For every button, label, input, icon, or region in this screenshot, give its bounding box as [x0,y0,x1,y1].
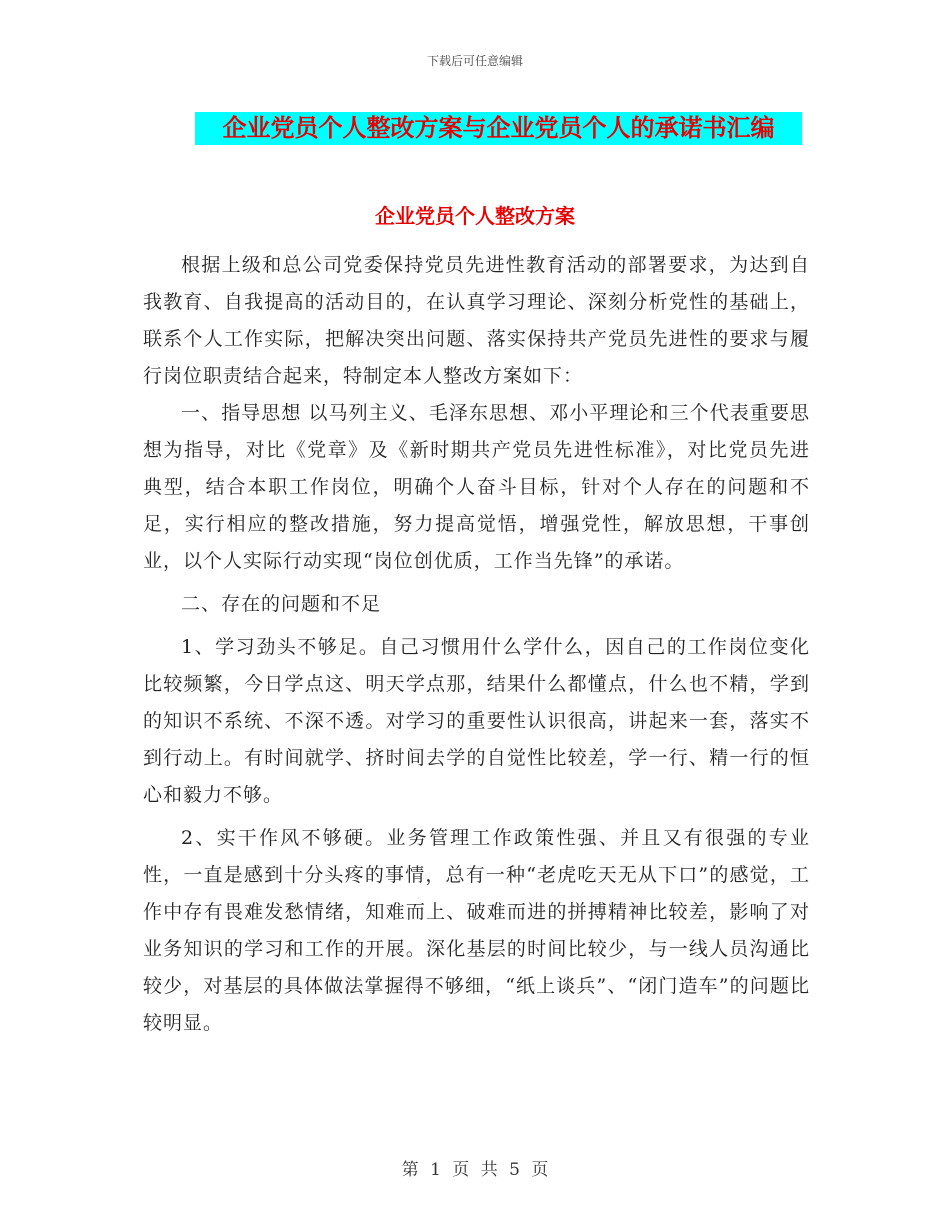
header-note: 下载后可任意编辑 [426,54,523,68]
page-number: 第 1 页 共 5 页 [401,1160,549,1180]
document-title: 企业党员个人整改方案与企业党员个人的承诺书汇编 [195,112,802,145]
paragraph-problem-2: 2、实干作风不够硬。业务管理工作政策性强、并且又有很强的专业性，一直是感到十分头疼的事情，总有一种“老虎吃天无从下口”的感觉，工作中存有畏难发愁情绪，知难而上、破难而进的拼搏精神比较差，影响了对业务知识的学习和工作的开展。深化基层的时间比较少，与一线人员沟通比较少，对基层的具体做法掌握得不够细，“纸上谈兵”、“闭门造车”的问题比较明显。 [143,827,810,1034]
section-title: 企业党员个人整改方案 [375,204,575,228]
paragraph-problems-heading: 二、存在的问题和不足 [181,593,382,615]
paragraph-problem-1: 1、学习劲头不够足。自己习惯用什么学什么，因自己的工作岗位变化比较频繁，今日学点这、明天学点那，结果什么都懂点，什么也不精，学到的知识不系统、不深不透。对学习的重要性认识很高，讲起来一套，落实不到行动上。有时间就学、挤时间去学的自觉性比较差，学一行、精一行的恒心和毅力不够。 [143,636,810,806]
paragraph-intro: 根据上级和总公司党委保持党员先进性教育活动的部署要求，为达到自我教育、自我提高的活动目的，在认真学习理论、深刻分析党性的基础上，联系个人工作实际，把解决突出问题、落实保持共产党员先进性的要求与履行岗位职责结合起来，特制定本人整改方案如下： [143,254,810,387]
document-body [143,247,810,1042]
paragraph-guiding-ideology: 一、指导思想 以马列主义、毛泽东思想、邓小平理论和三个代表重要思想为指导，对比《党章》及《新时期共产党员先进性标准》，对比党员先进典型，结合本职工作岗位，明确个人奋斗目标，针对个人存在的问题和不足，实行相应的整改措施，努力提高觉悟，增强党性，解放思想，干事创业，以个人实际行动实现“岗位创优质，工作当先锋”的承诺。 [143,402,810,572]
